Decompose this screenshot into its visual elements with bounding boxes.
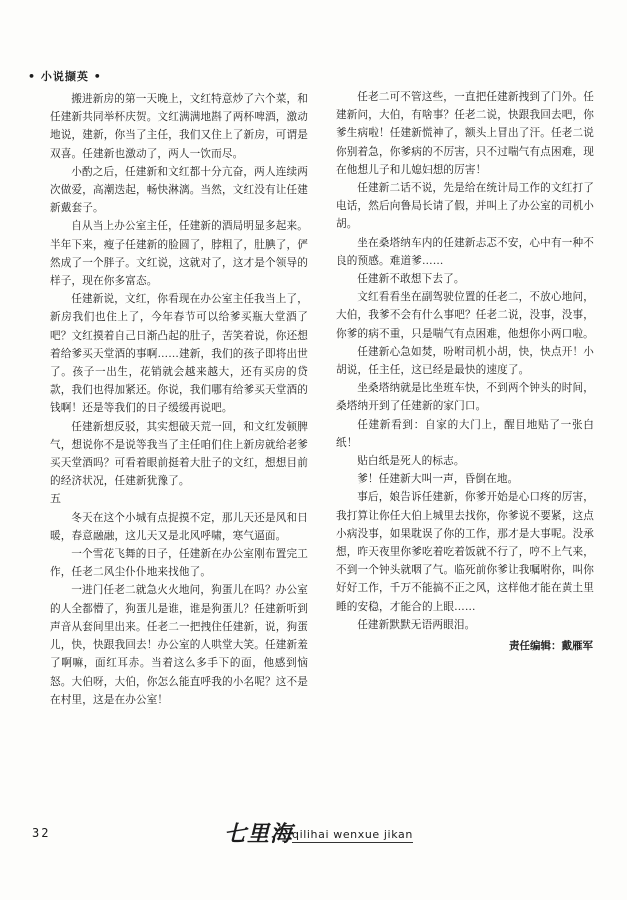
paragraph: 任建新看到：自家的大门上，醒目地贴了一张白纸！ — [336, 418, 594, 449]
responsible-editor: 责任编辑：戴雁军 — [509, 640, 593, 652]
left-text-column — [50, 90, 308, 709]
right-text-column — [336, 88, 594, 634]
paragraph: 任建新想反驳，其实想破天荒一回，和文红发顿脾气，想说你不是说等我当了主任咱们住上新房就给老爹买天堂酒吗？可看着眼前挺着大肚子的文红，想想目前的经济状况，任建新犹豫了。 — [50, 420, 308, 488]
paragraph: 自从当上办公室主任，任建新的酒局明显多起来。半年下来，瘦子任建新的脸圆了，脖粗了，肚腆了，俨然成了一个胖子。文红说，这就对了，这才是个领导的样子，现在你多富态。 — [50, 220, 308, 288]
paragraph: 任老二可不管这些，一直把任建新拽到了门外。任建新问，大伯，有啥事？任老二说，快跟我回去吧，你爹生病啦！任建新慌神了，额头上冒出了汗。任老二说你别着急，你爹病的不厉害，只不过喘气有点困难，现在他想儿子和儿媳妇想的厉害！ — [336, 91, 594, 176]
paragraph: 一进门任老二就急火火地问，狗蛋儿在吗？办公室的人全都懵了，狗蛋儿是谁，谁是狗蛋儿？任建新听到声音从套间里出来。任老二一把拽住任建新，说，狗蛋儿，快，快跟我回去！办公室的人哄堂大笑。任建新羞了啊嘛，面红耳赤。当着这么多手下的面，他感到恼怒。大伯呀，大伯，你怎么能直呼我的小名呢？这不是在村里，这是在办公室！ — [50, 584, 308, 706]
paragraph: 贴白纸是死人的标志。 — [357, 455, 465, 468]
paragraph: 任建新心急如焚，吩咐司机小胡，快，快点开！小胡说，任主任，这已经是最快的速度了。 — [336, 345, 594, 377]
paragraph: 任建新二话不说，先是给在统计局工作的文红打了电话，然后向鲁局长请了假，并叫上了办公室的司机小胡。 — [336, 182, 594, 231]
paragraph: 小酌之后，任建新和文红都十分亢奋，两人连续两次做爱，高潮迭起，畅快淋漓。当然，文红没有让任建新戴套子。 — [50, 165, 308, 215]
column-section-tag: • 小说撷英 • — [28, 70, 102, 83]
paragraph: 任建新默默无语两眼泪。 — [357, 618, 476, 631]
section-number: 五 — [50, 492, 62, 506]
paragraph: 搬进新房的第一天晚上，文红特意炒了六个菜，和任建新共同举杯庆贺。文红满满地斟了两杯啤酒，激动地说，建新，你当了主任，我们又住上了新房，可谓是双喜。任建新也激动了，两人一饮而尽。 — [50, 93, 308, 160]
paragraph: 坐桑塔纳就是比坐班车快，不到两个钟头的时间，桑塔纳开到了任建新的家门口。 — [336, 382, 594, 413]
paragraph: 坐在桑塔纳车内的任建新忐忑不安，心中有一种不良的预感。难道爹…… — [336, 236, 594, 267]
paragraph: 爹！任建新大叫一声，昏倒在地。 — [357, 473, 519, 486]
paragraph: 冬天在这个小城有点捉摸不定，那儿天还是风和日暖，春意融融，这儿天又是北风呼啸，寒气逼面。 — [50, 511, 308, 542]
magazine-logo: 七里海 — [224, 821, 294, 847]
paragraph: 一个雪花飞舞的日子，任建新在办公室刚布置完工作，任老二风尘仆仆地来找他了。 — [50, 548, 308, 579]
paragraph: 任建新不敢想下去了。 — [357, 273, 465, 286]
paragraph: 文红看看坐在副驾驶位置的任老二，不放心地问，大伯，我爹不会有什么事吧？任老二说，没事，没事，你爹的病不重，只是喘气有点困难，他想你小两口啦。 — [336, 291, 594, 340]
page-number: 32 — [32, 826, 51, 840]
paragraph: 任建新说，文红，你看现在办公室主任我当上了，新房我们也住上了，今年春节可以给爹买瓶大堂酒了吧？文红摸着自己日渐凸起的肚子，苦笑着说，你还想着给爹买天堂酒的事啊……建新，我们的孩子即将出世了。孩子一出生，花销就会越来越大，还有买房的贷款，我们也得加紧还。你说，我们哪有给爹买天堂酒的钱啊！还是等我们的日子缓缓再说吧。 — [50, 293, 308, 415]
paragraph: 事后，娘告诉任建新，你爹开始是心口疼的厉害，我打算让你任大伯上城里去找你，你爹说不要紧，这点小病没事，如果耽误了你的工作，那才是大事呢。没承想，昨天夜里你爹吃着吃着饭就不行了，哼不上气来，不到一个钟头就咽了气。临死前你爹让我嘱咐你，叫你好好工作，千万不能搞不正之风，这样他才能在黄土里睡的安稳，才能合的上眼…… — [336, 491, 594, 613]
magazine-romanized-title: qilihai wenxue jikan — [292, 828, 413, 841]
